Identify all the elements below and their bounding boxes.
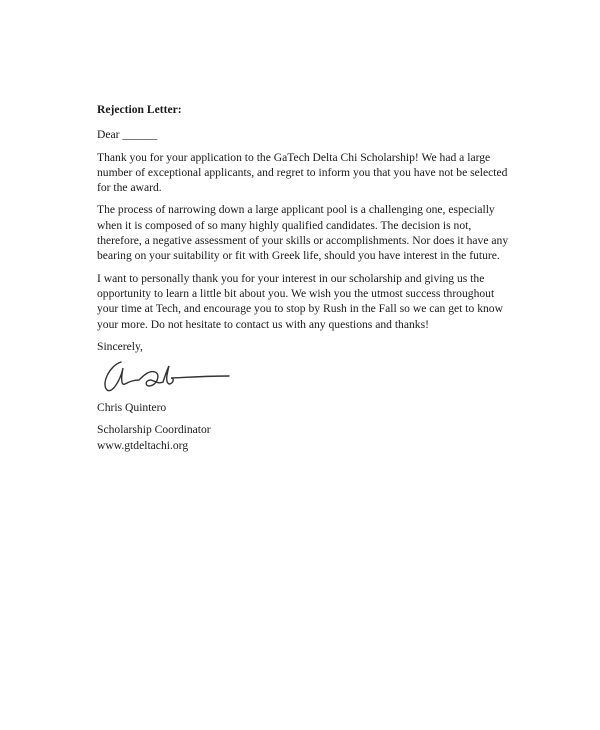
text-line: your more. Do not hesitate to contact us with any questions and thanks! <box>97 317 429 331</box>
paragraph-2 <box>97 202 537 263</box>
letter <box>97 102 537 453</box>
text-line: number of exceptional applicants, and regret to inform you that you have not be selected <box>97 165 508 179</box>
text-line: your time at Tech, and encourage you to stop by Rush in the Fall so we can get to know <box>97 302 503 316</box>
website-link[interactable]: www.gtdeltachi.org <box>97 438 189 452</box>
text-line: The process of narrowing down a large applicant pool is a challenging one, especially <box>97 203 495 217</box>
text-line: for the award. <box>97 181 162 195</box>
signer-title: Scholarship Coordinator <box>97 423 211 437</box>
closing: Sincerely, <box>97 339 143 353</box>
text-line: when it is composed of so many highly qualified candidates. The decision is not, <box>97 218 472 232</box>
text-line: Thank you for your application to the GaTech Delta Chi Scholarship! We had a large <box>97 150 491 164</box>
signer <box>97 400 537 415</box>
signature-image <box>99 356 239 396</box>
salutation <box>97 127 537 142</box>
text-line: therefore, a negative assessment of your skills or accomplishments. Nor does it have any <box>97 234 509 248</box>
paragraph-1 <box>97 150 537 196</box>
letter-title: Rejection Letter: <box>97 103 182 116</box>
text-line: opportunity to learn a little bit about you. We wish you the utmost success throughout <box>97 286 495 300</box>
text-line: bearing on your suitability or fit with Greek life, should you have interest in the future. <box>97 249 500 263</box>
paragraph-3 <box>97 271 537 332</box>
signer-name: Chris Quintero <box>97 401 167 415</box>
salutation-text: Dear ______ <box>97 128 158 142</box>
text-line: I want to personally thank you for your interest in our scholarship and giving us the <box>97 271 485 285</box>
